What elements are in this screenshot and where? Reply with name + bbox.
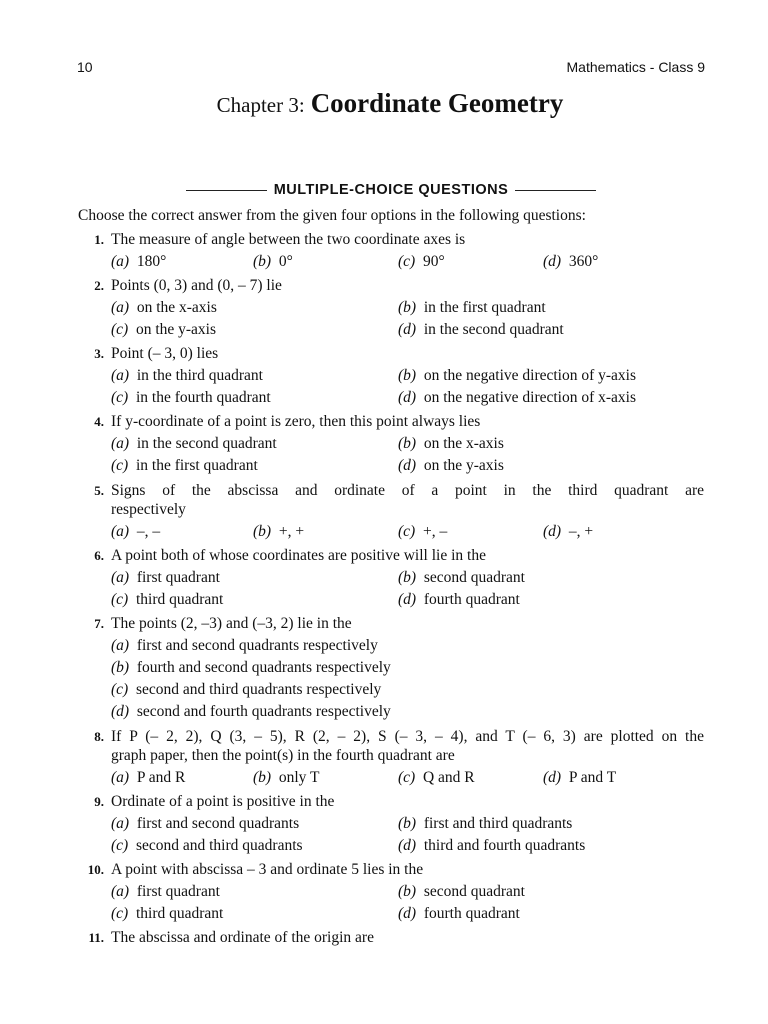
option-text: +, – [422, 523, 448, 540]
question-text: A point with abscissa – 3 and ordinate 5 lies in the [111, 861, 424, 878]
option-label: (b) [111, 659, 130, 676]
option-text: P and R [136, 769, 186, 786]
question-number: 6. [94, 548, 104, 563]
question-text: If y-coordinate of a point is zero, then this point always lies [111, 413, 481, 430]
option [111, 658, 391, 677]
option-label: (a) [111, 637, 130, 654]
option-label: (a) [111, 883, 130, 900]
option-text: 180° [136, 253, 167, 270]
option [398, 836, 585, 855]
option-label: (a) [111, 769, 130, 786]
chapter-prefix: Chapter 3: [216, 93, 305, 117]
option-label: (c) [398, 523, 416, 540]
option [543, 768, 616, 787]
option-label: (c) [398, 253, 416, 270]
option [543, 252, 598, 271]
option-text: second and fourth quadrants respectively [136, 703, 391, 720]
option-label: (a) [111, 367, 130, 384]
question-number: 1. [94, 232, 104, 247]
option-label: (d) [398, 321, 417, 338]
option-text: on the negative direction of x-axis [423, 389, 637, 406]
option [398, 434, 504, 453]
question-number: 4. [94, 414, 104, 429]
option [398, 320, 564, 339]
section-rule-left [186, 190, 267, 191]
option-text: only T [278, 769, 320, 786]
option [543, 522, 593, 541]
option-text: Q and R [422, 769, 475, 786]
option-text: third and fourth quadrants [423, 837, 586, 854]
option [398, 882, 525, 901]
option-label: (b) [398, 367, 417, 384]
option-text: fourth and second quadrants respectively [136, 659, 391, 676]
question-number: 10. [87, 862, 104, 877]
option-text: in the second quadrant [136, 435, 277, 452]
option [398, 298, 546, 317]
question-text: Ordinate of a point is positive in the [111, 793, 335, 810]
option-label: (d) [398, 457, 417, 474]
option-text: in the second quadrant [423, 321, 564, 338]
question-text: A point both of whose coordinates are positive will lie in the [111, 547, 486, 564]
section-heading [186, 182, 596, 198]
option-text: in the third quadrant [136, 367, 263, 384]
question-number: 5. [94, 483, 104, 498]
option [398, 366, 636, 385]
question-text-line: If P (– 2, 2), Q (3, – 5), R (2, – 2), S (– 3, – 4), and T (– 6, 3) are plotted on the [111, 728, 704, 745]
option-label: (a) [111, 435, 130, 452]
option [111, 388, 271, 407]
option [253, 522, 304, 541]
question-text: Points (0, 3) and (0, – 7) lie [111, 277, 282, 294]
option [111, 590, 223, 609]
option-label: (d) [543, 523, 562, 540]
option-label: (c) [111, 591, 129, 608]
option-label: (c) [111, 905, 129, 922]
option-label: (c) [111, 389, 129, 406]
option-text: second and third quadrants [135, 837, 303, 854]
option [111, 836, 303, 855]
option [111, 522, 160, 541]
question-text: The measure of angle between the two coordinate axes is [111, 231, 466, 248]
section-title: MULTIPLE-CHOICE QUESTIONS [273, 182, 509, 198]
option-text: in the fourth quadrant [135, 389, 271, 406]
option-label: (c) [111, 681, 129, 698]
question-text: Point (– 3, 0) lies [111, 345, 219, 362]
option-text: in the first quadrant [423, 299, 546, 316]
question-number: 8. [94, 729, 104, 744]
option-text: fourth quadrant [423, 905, 520, 922]
option [111, 702, 391, 721]
option-label: (d) [398, 905, 417, 922]
option [111, 456, 258, 475]
option-text: first and second quadrants respectively [136, 637, 378, 654]
option-label: (d) [398, 389, 417, 406]
option [111, 768, 185, 787]
option [111, 814, 299, 833]
option-text: second quadrant [423, 883, 525, 900]
option [111, 636, 378, 655]
question-number: 9. [94, 794, 104, 809]
option-label: (a) [111, 299, 130, 316]
option [398, 768, 475, 787]
option-text: –, – [136, 523, 161, 540]
running-title: Mathematics - Class 9 [566, 59, 705, 75]
option-label: (b) [398, 883, 417, 900]
option [398, 904, 520, 923]
option-text: 0° [278, 253, 293, 270]
option-label: (c) [111, 321, 129, 338]
instructions: Choose the correct answer from the given four options in the following questions: [78, 207, 586, 224]
option-text: second quadrant [423, 569, 525, 586]
option-label: (d) [111, 703, 130, 720]
option-label: (c) [398, 769, 416, 786]
option-text: first and third quadrants [423, 815, 573, 832]
question-number: 2. [94, 278, 104, 293]
option [398, 568, 525, 587]
option [111, 882, 220, 901]
option-label: (a) [111, 523, 130, 540]
option-label: (b) [398, 815, 417, 832]
option-text: on the x-axis [423, 435, 504, 452]
chapter-heading [0, 88, 768, 119]
option [111, 434, 277, 453]
question-text-line: graph paper, then the point(s) in the fourth quadrant are [111, 747, 455, 764]
option [398, 814, 572, 833]
option-label: (d) [543, 253, 562, 270]
option-label: (c) [111, 837, 129, 854]
option-label: (b) [398, 299, 417, 316]
option-label: (b) [398, 435, 417, 452]
option [253, 768, 319, 787]
option-label: (b) [253, 769, 272, 786]
option [111, 568, 220, 587]
option-label: (b) [253, 523, 272, 540]
option-text: on the negative direction of y-axis [423, 367, 637, 384]
option-text: first quadrant [136, 883, 220, 900]
option [398, 456, 504, 475]
option-text: on the y-axis [135, 321, 217, 338]
option-label: (b) [253, 253, 272, 270]
option [111, 680, 381, 699]
option [111, 904, 223, 923]
option [253, 252, 293, 271]
option [398, 522, 447, 541]
option-text: +, + [278, 523, 305, 540]
option-label: (b) [398, 569, 417, 586]
question-number: 7. [94, 616, 104, 631]
option-text: in the first quadrant [135, 457, 258, 474]
option-text: –, + [568, 523, 594, 540]
page-number: 10 [77, 59, 93, 75]
option-text: first and second quadrants [136, 815, 300, 832]
option-text: fourth quadrant [423, 591, 520, 608]
option-text: 90° [422, 253, 445, 270]
question-text-line: Signs of the abscissa and ordinate of a point in the third quadrant are [111, 482, 704, 499]
option [398, 388, 636, 407]
option-label: (a) [111, 253, 130, 270]
option-text: third quadrant [135, 905, 224, 922]
option-text: second and third quadrants respectively [135, 681, 382, 698]
question-number: 3. [94, 346, 104, 361]
question-text: The abscissa and ordinate of the origin are [111, 929, 374, 946]
option-text: first quadrant [136, 569, 220, 586]
option-text: third quadrant [135, 591, 224, 608]
option-label: (d) [398, 591, 417, 608]
option-label: (a) [111, 815, 130, 832]
option [398, 252, 445, 271]
option-label: (d) [543, 769, 562, 786]
option-text: on the x-axis [136, 299, 217, 316]
option [111, 252, 166, 271]
question-text: The points (2, –3) and (–3, 2) lie in the [111, 615, 352, 632]
chapter-title: Coordinate Geometry [310, 88, 564, 118]
option [111, 298, 217, 317]
question-text-line: respectively [111, 501, 186, 518]
option-label: (c) [111, 457, 129, 474]
option [398, 590, 520, 609]
option-text: on the y-axis [423, 457, 504, 474]
option-text: 360° [568, 253, 599, 270]
option-text: P and T [568, 769, 617, 786]
option [111, 366, 263, 385]
question-number: 11. [88, 930, 104, 945]
option-label: (a) [111, 569, 130, 586]
section-rule-right [515, 190, 596, 191]
option [111, 320, 216, 339]
option-label: (d) [398, 837, 417, 854]
